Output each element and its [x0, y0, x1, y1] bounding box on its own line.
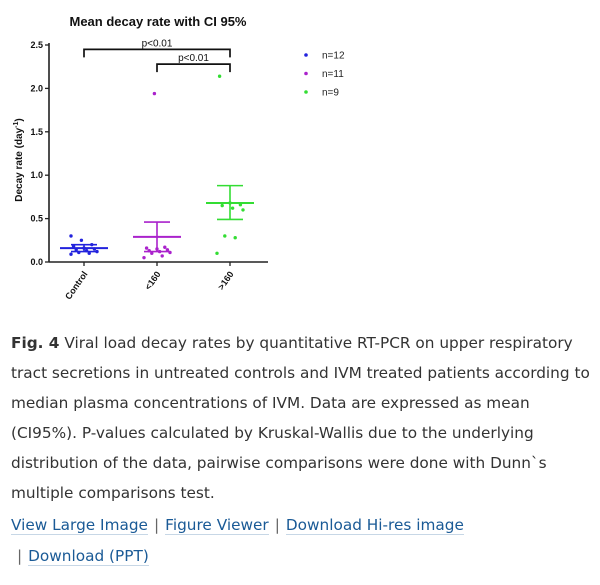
y-tick-label: 1.0	[30, 170, 43, 181]
data-point	[221, 204, 224, 207]
legend-marker	[304, 53, 308, 57]
download-hires-link[interactable]: Download Hi-res image	[285, 516, 464, 534]
data-point	[142, 256, 145, 259]
data-point	[145, 246, 148, 249]
legend	[304, 51, 345, 99]
x-tick-label: >160	[215, 269, 236, 292]
data-point	[69, 252, 72, 255]
data-point	[241, 208, 244, 211]
legend-label: n=9	[322, 87, 339, 99]
p-value-label: p<0.01	[141, 38, 173, 50]
legend-entry	[304, 51, 345, 62]
link-separator: |	[274, 516, 280, 534]
y-tick-label: 0.5	[30, 213, 43, 224]
data-point	[80, 239, 83, 242]
data-point	[231, 206, 234, 209]
link-separator: |	[153, 516, 160, 534]
p-value-label: p<0.01	[178, 53, 209, 65]
data-point	[215, 252, 218, 255]
data-point	[69, 234, 72, 237]
caption-text: Viral load decay rates by quantitative RT-PCR on upper respiratory tract secretions in untreated controls and IVM treated patients according to median plasma concentrations of IVM. Data are expressed as mean (CI95%). P-values calculated by Kruskal-Wallis due to the underlying distribution of the data, pairwise comparisons were done with Dunn`s multiple comparisons test.	[11, 334, 590, 502]
data-point	[234, 236, 237, 239]
figure-links	[11, 510, 591, 572]
legend-entry	[304, 69, 344, 80]
figure-caption	[11, 328, 591, 508]
axes	[30, 40, 268, 301]
y-tick-label: 0.0	[30, 257, 43, 267]
caption-label: Fig. 4	[11, 334, 60, 352]
legend-label: n=11	[322, 69, 344, 80]
data-marks	[60, 75, 254, 260]
legend-marker	[304, 90, 308, 94]
series-2	[206, 75, 254, 255]
data-point	[161, 254, 164, 257]
x-tick-label: Control	[63, 269, 90, 302]
link-separator: |	[17, 547, 23, 565]
comparison-1	[157, 53, 230, 72]
data-point	[218, 75, 221, 78]
x-tick-label: <160	[142, 269, 163, 292]
series-0	[60, 234, 108, 256]
bracket-line	[157, 64, 230, 72]
legend-entry	[304, 88, 339, 99]
y-tick-label: 2.5	[30, 40, 43, 50]
figure-viewer-link[interactable]: Figure Viewer	[165, 516, 269, 534]
comparison-brackets	[84, 38, 230, 72]
chart-title: Mean decay rate with CI 95%	[69, 14, 247, 29]
y-tick-label: 1.5	[30, 126, 43, 137]
legend-label: n=12	[322, 50, 345, 62]
y-tick-label: 2.0	[30, 83, 43, 94]
view-large-image-link[interactable]: View Large Image	[11, 516, 148, 534]
data-point	[153, 92, 156, 95]
legend-marker	[304, 72, 308, 76]
series-1	[133, 92, 181, 259]
data-point	[223, 234, 226, 237]
y-axis-label: Decay rate (day$^{-1}$)	[13, 118, 25, 202]
download-ppt-link[interactable]: Download (PPT)	[28, 547, 149, 565]
data-point	[163, 246, 166, 249]
